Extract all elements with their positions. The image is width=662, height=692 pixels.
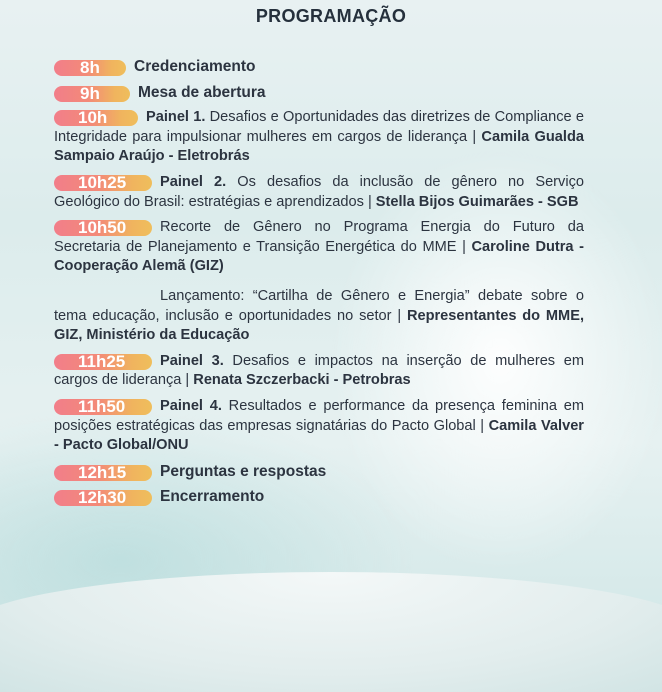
schedule-item: [54, 83, 584, 103]
schedule-item: [54, 173, 584, 212]
item-heading: Perguntas e respostas: [160, 462, 327, 480]
item-text: Desafios e Oportunidades das diretrizes de Compliance e Integridade para impulsionar mulheres em cargos de liderança |: [54, 109, 584, 145]
panel-label: Painel 2.: [160, 173, 227, 190]
time-badge: 11h25: [54, 354, 152, 370]
time-badge: 12h30: [54, 490, 152, 506]
schedule-list: [54, 57, 584, 513]
schedule-item: [54, 108, 584, 167]
schedule-item: [54, 462, 584, 482]
speaker: Renata Szczerbacki - Petrobras: [193, 372, 411, 389]
schedule-item: [54, 397, 584, 456]
panel-label: Painel 4.: [160, 397, 222, 414]
time-badge: 8h: [54, 60, 126, 76]
schedule-item: [54, 218, 584, 277]
schedule-item: [54, 487, 584, 507]
item-text: Os desafios da inclusão de gênero no Serviço Geológico do Brasil: estratégias e aprendizados |: [54, 173, 584, 210]
item-heading: Encerramento: [160, 488, 265, 506]
panel-label: Painel 1.: [146, 109, 206, 126]
panel-label: Painel 3.: [160, 352, 224, 369]
time-badge: 9h: [54, 86, 130, 102]
time-badge: 10h25: [54, 175, 152, 191]
schedule-item: [54, 287, 584, 346]
time-badge: 12h15: [54, 465, 152, 481]
bottom-wave-decoration: [0, 572, 662, 692]
speaker: Camila Valver - Pacto Global/ONU: [54, 417, 584, 454]
speaker: Representantes do MME, GIZ, Ministério da Educação: [54, 307, 584, 344]
item-text: Recorte de Gênero no Programa Energia do Futuro da Secretaria de Planejamento e Transição Energética do MME |: [54, 219, 584, 255]
time-badge: 11h50: [54, 399, 152, 415]
item-heading: Mesa de abertura: [138, 83, 266, 101]
speaker: Stella Bijos Guimarães - SGB: [375, 193, 579, 210]
item-text: Desafios e impactos na inserção de mulheres em cargos de liderança |: [54, 352, 585, 389]
time-badge: 10h: [54, 110, 138, 126]
speaker: Camila Gualda Sampaio Araújo - Eletrobrás: [54, 128, 584, 165]
schedule-item: [54, 57, 584, 77]
item-heading: Credenciamento: [134, 58, 256, 75]
schedule-item: [54, 352, 584, 391]
speaker: Caroline Dutra - Cooperação Alemã (GIZ): [54, 238, 584, 275]
time-badge: 10h50: [54, 220, 152, 236]
item-text: Lançamento: “Cartilha de Gênero e Energia” debate sobre o tema educação, inclusão e oportunidades no setor |: [54, 287, 584, 324]
item-text: Resultados e performance da presença feminina em posições estratégicas das empresas signatárias do Pacto Global |: [54, 397, 584, 434]
page-title: PROGRAMAÇÃO: [255, 6, 407, 26]
